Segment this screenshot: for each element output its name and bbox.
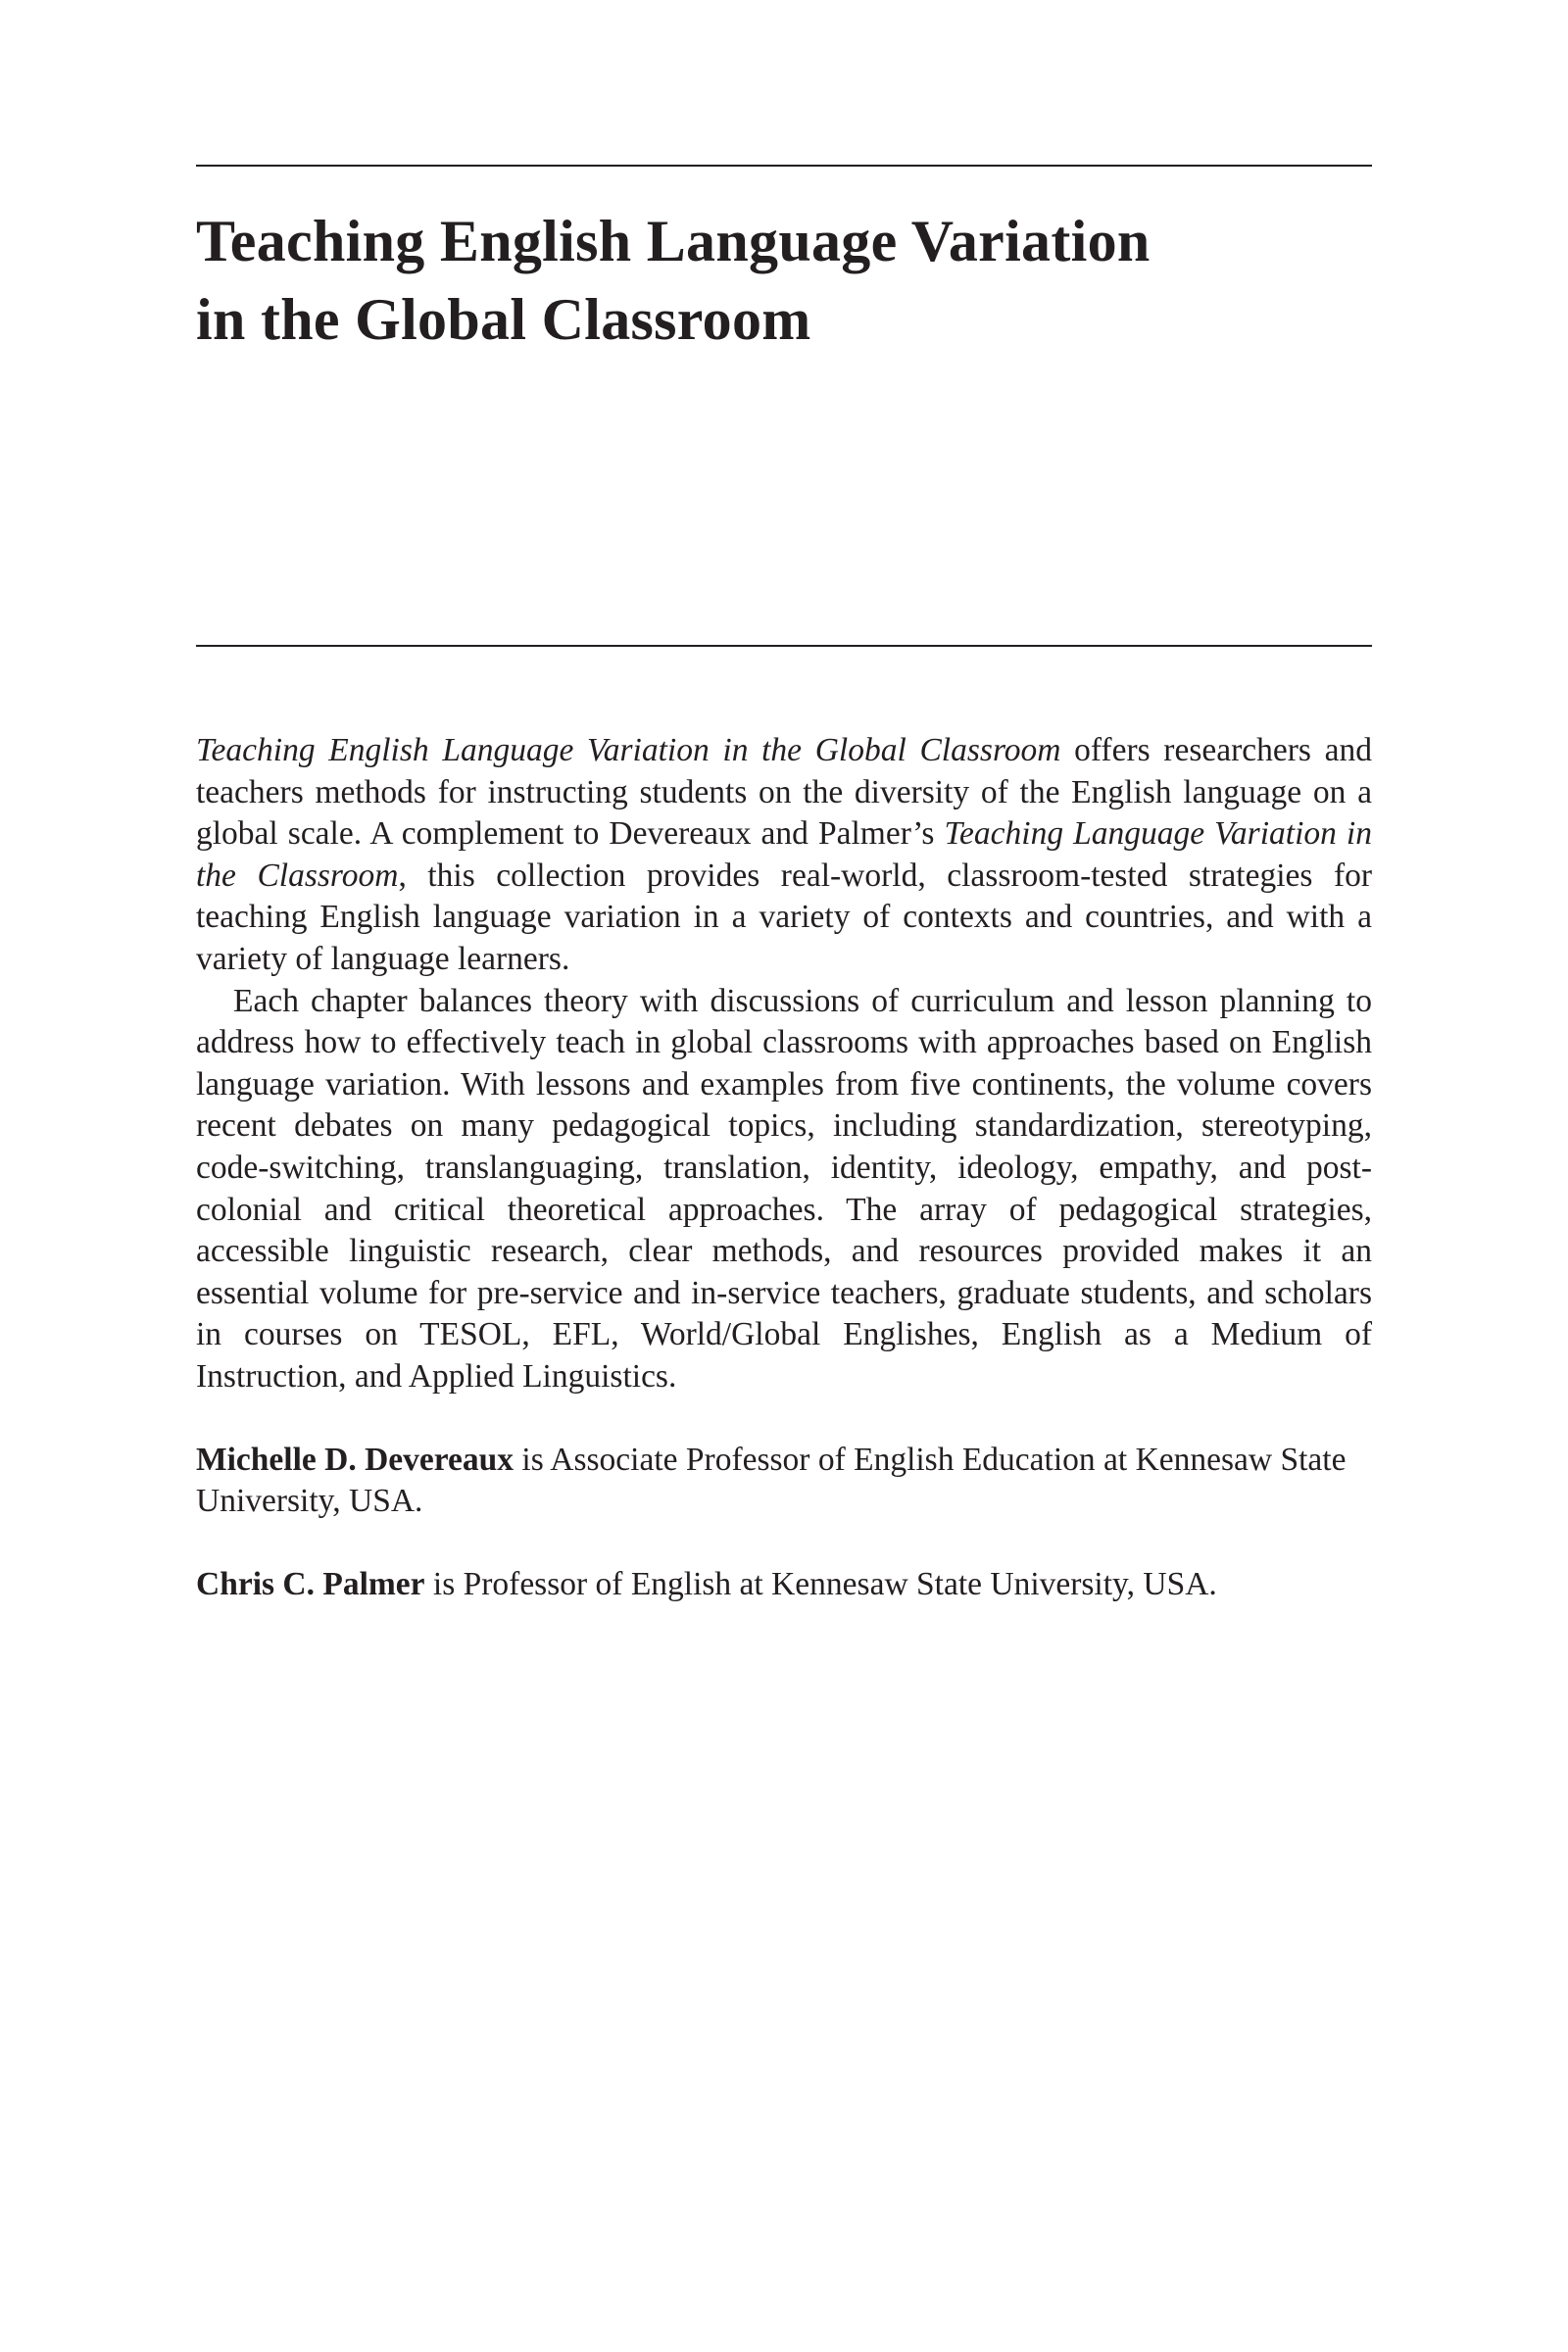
author-bio-2 xyxy=(196,1564,1372,1606)
book-description xyxy=(196,730,1372,1605)
author-bio-text-2: is Professor of English at Kennesaw State University, USA. xyxy=(424,1565,1217,1602)
book-title xyxy=(196,202,1372,359)
book-title-line-1: Teaching English Language Variation xyxy=(196,209,1151,273)
description-paragraph-2: Each chapter balances theory with discussions of curriculum and lesson planning to address how to effectively teach in global classrooms with approaches based on English language variation. With lessons and examples from five continents, the volume covers recent debates on many pedagogical topics, including standardization, stereotyping, code-switching, translanguaging, translation, identity, ideology, empathy, and post-colonial and critical theoretical approaches. The array of pedagogical strategies, accessible linguistic research, clear methods, and resources provided makes it an essential volume for pre-service and in-service teachers, graduate students, and scholars in courses on TESOL, EFL, World/Global Englishes, English as a Medium of Instruction, and Applied Linguistics. xyxy=(196,982,1372,1395)
description-italic-book: Teaching Language Variation in the Classroom xyxy=(196,815,1372,894)
top-rule xyxy=(196,165,1372,167)
middle-rule xyxy=(196,645,1372,647)
description-italic-title: Teaching English Language Variation in the Global Classroom xyxy=(196,732,1061,768)
book-title-line-2: in the Global Classroom xyxy=(196,287,811,352)
author-name-1: Michelle D. Devereaux xyxy=(196,1441,514,1478)
author-bio-text-1: is Associate Professor of English Education at Kennesaw State University, USA. xyxy=(196,1441,1347,1520)
description-paragraph-1 xyxy=(196,730,1372,981)
author-name-2: Chris C. Palmer xyxy=(196,1565,425,1602)
description-text-1: offers researchers and teachers methods for instructing students on the diversity of the English language on a global scale. A complement to Devereaux and Palmer’s xyxy=(196,732,1372,853)
author-bio-1 xyxy=(196,1440,1372,1523)
description-text-2: , this collection provides real-world, classroom-tested strategies for teaching English language variation in a variety of contexts and countries, and with a variety of language learners. xyxy=(196,857,1372,977)
